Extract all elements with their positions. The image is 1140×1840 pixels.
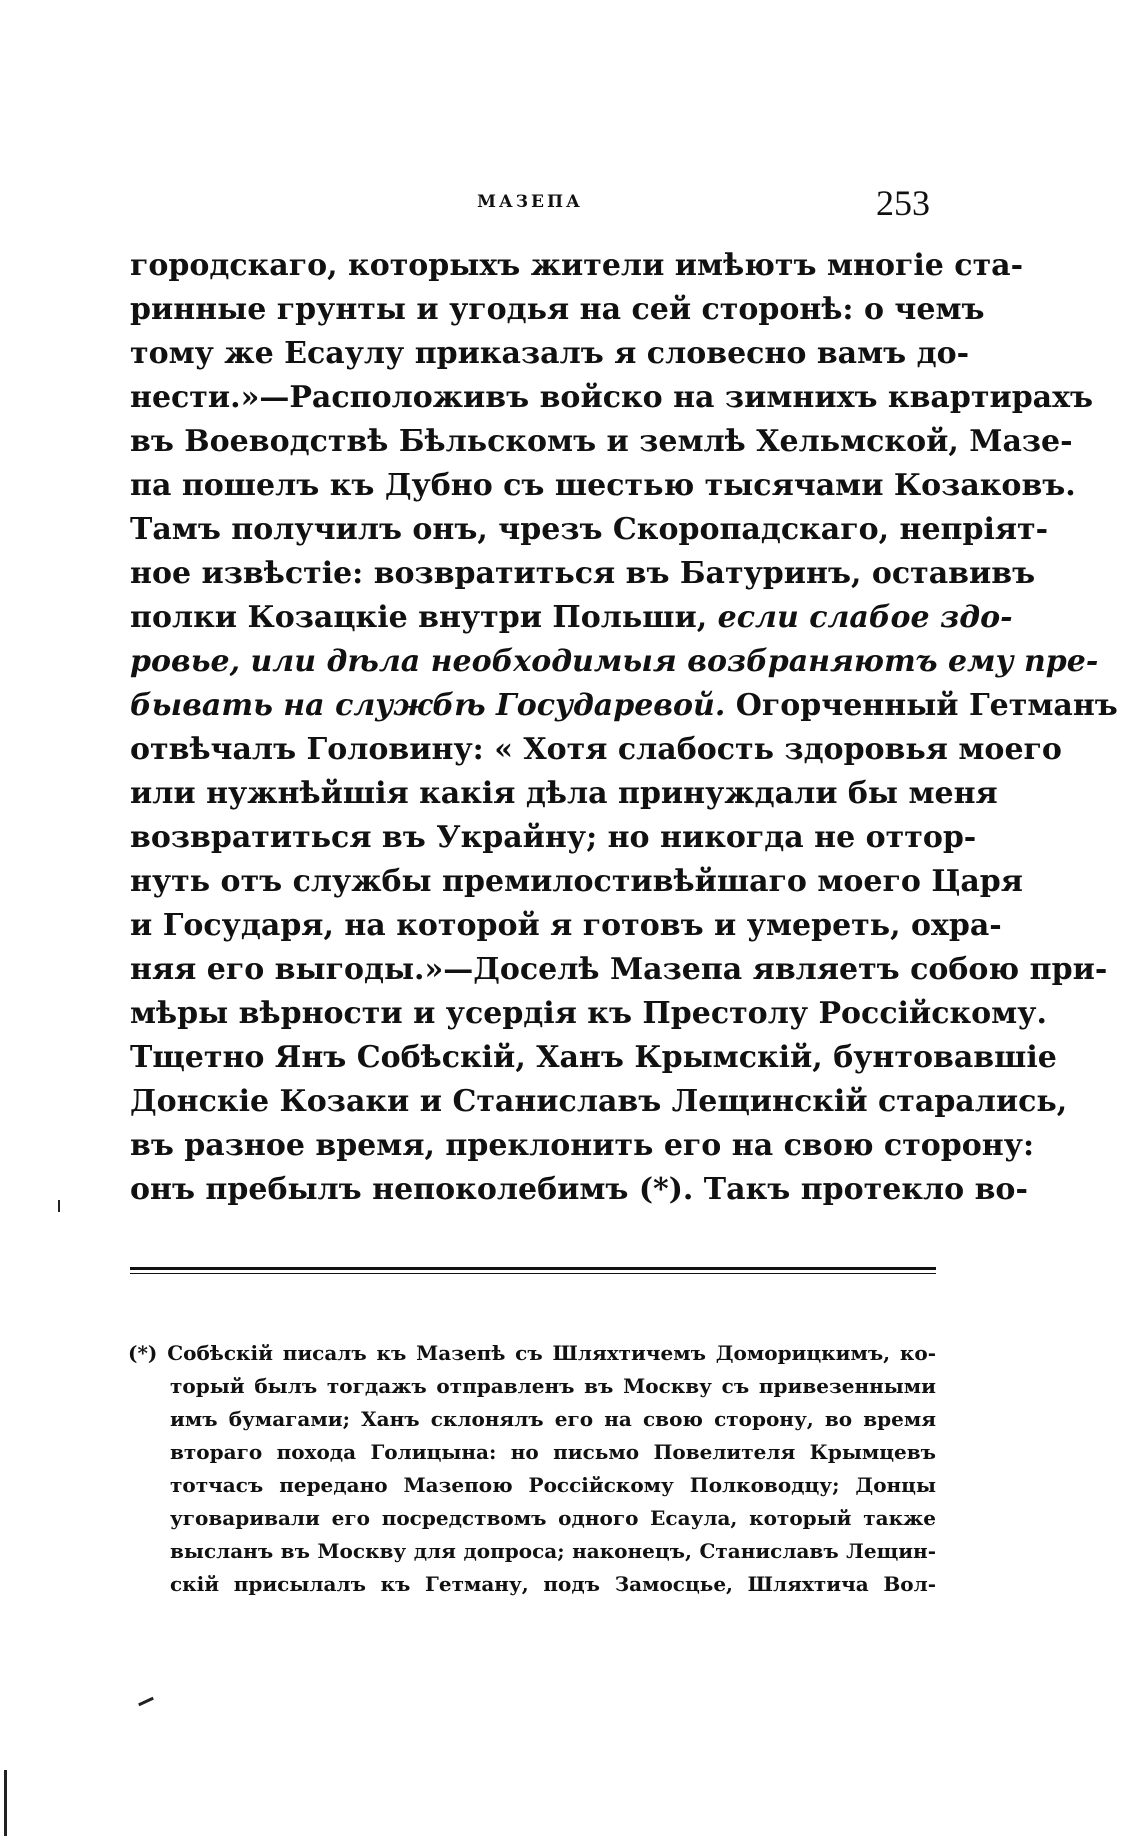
- text-line: тому же Есаулу приказалъ я словесно вамъ до-: [130, 336, 970, 371]
- text-line: и Государя, на которой я готовъ и умереть, охра-: [130, 908, 1002, 943]
- text-line: па пошелъ къ Дубно съ шестью тысячами Козаковъ.: [130, 468, 1076, 503]
- text-line: мѣры вѣрности и усердія къ Престолу Россійскому.: [130, 996, 1047, 1031]
- text-line: отвѣчалъ Головину: « Хотя слабость здоровья моего: [130, 732, 1062, 767]
- text-line: онъ пребылъ непоколебимъ (*). Такъ протекло во-: [130, 1172, 1028, 1207]
- text-segment: полки Козацкіе внутри Польши,: [130, 600, 708, 635]
- scan-speck: [138, 1697, 154, 1706]
- text-line: ринные грунты и угодья на сей сторонѣ: о чемъ: [130, 292, 985, 327]
- text-line: нуть отъ службы премилостивѣйшаго моего Царя: [130, 864, 1023, 899]
- text-line: нести.»—Расположивъ войско на зимнихъ квартирахъ: [130, 380, 1094, 415]
- text-line-mixed: [130, 596, 1013, 640]
- footnote-line: имъ бумагами; Ханъ склонялъ его на свою сторону, во время: [170, 1407, 936, 1431]
- text-line-mixed: [130, 684, 1118, 728]
- footnote-text: Собѣскій писалъ къ Мазепѣ съ Шляхтичемъ Доморицкимъ, ко-: [167, 1341, 936, 1365]
- footnote-line: скій присылалъ къ Гетману, подъ Замосцье, Шляхтича Вол-: [170, 1572, 936, 1596]
- footnote-line: тотчасъ передано Мазепою Россійскому Полководцу; Донцы: [170, 1473, 936, 1497]
- footnote-rule: [130, 1267, 936, 1270]
- text-line: няя его выгоды.»—Доселѣ Мазепа являетъ собою при-: [130, 952, 1108, 987]
- footnote-line: торый былъ тогдажъ отправленъ въ Москву съ привезенными: [170, 1374, 936, 1398]
- text-line: Тщетно Янъ Собѣскій, Ханъ Крымскій, бунтовавшіе: [130, 1040, 1057, 1075]
- scan-edge: [4, 1770, 7, 1836]
- running-head: [130, 183, 930, 226]
- text-segment: Огорченный Гетманъ: [735, 688, 1118, 723]
- italic-segment: если слабое здо-: [717, 600, 1013, 635]
- text-line: въ Воеводствѣ Бѣльскомъ и землѣ Хельмской, Мазе-: [130, 424, 1073, 459]
- footnote: [128, 1337, 936, 1601]
- text-line: городскаго, которыхъ жители имѣютъ многіе ста-: [130, 248, 1024, 283]
- text-line: ное извѣстіе: возвратиться въ Батуринъ, оставивъ: [130, 556, 1036, 591]
- running-title: МАЗЕПА: [477, 192, 583, 212]
- text-line: Донскіе Козаки и Станиславъ Лещинскій старались,: [130, 1084, 1068, 1119]
- footnote-line: уговаривали его посредствомъ одного Есаула, который также: [170, 1506, 936, 1530]
- main-text: [130, 244, 1118, 1212]
- text-line: Тамъ получилъ онъ, чрезъ Скоропадскаго, непріят-: [130, 512, 1049, 547]
- text-line: возвратиться въ Украйну; но никогда не оттор-: [130, 820, 977, 855]
- footnote-line: высланъ въ Москву для допроса; наконецъ, Станиславъ Лещин-: [170, 1539, 936, 1563]
- text-line: въ разное время, преклонить его на свою сторону:: [130, 1128, 1035, 1163]
- footnote-marker: (*): [128, 1341, 158, 1365]
- footnote-rule-thin: [130, 1273, 936, 1274]
- page-number: 253: [876, 183, 930, 223]
- footnote-line: [128, 1337, 936, 1370]
- italic-segment: бывать на службѣ Государевой.: [130, 688, 726, 723]
- footnote-line: втораго похода Голицына: но письмо Повелителя Крымцевъ: [170, 1440, 936, 1464]
- text-line: или нужнѣйшія какія дѣла принуждали бы меня: [130, 776, 998, 811]
- scan-speck: [58, 1200, 60, 1212]
- text-line-italic: ровье, или дѣла необходимыя возбраняютъ ему пре-: [130, 644, 1099, 679]
